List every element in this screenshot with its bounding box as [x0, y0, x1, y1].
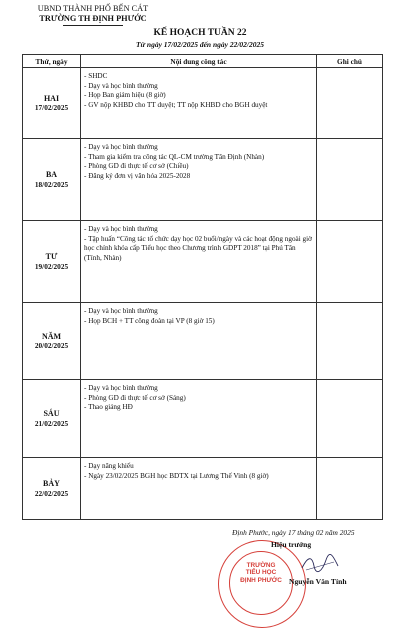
day-cell: [23, 458, 81, 520]
task-item: - Họp Ban giám hiệu (8 giờ): [84, 91, 313, 101]
task-item: - Dạy và học bình thường: [84, 225, 313, 235]
column-header-note: Ghi chú: [317, 55, 383, 68]
table-row: [23, 303, 383, 380]
table-row: [23, 68, 383, 139]
stamp-line: TIỂU HỌC: [245, 569, 277, 577]
task-item: - Dạy năng khiếu: [84, 462, 313, 472]
task-item: - Dạy và học bình thường: [84, 384, 313, 394]
task-item: - Phòng GD đi thực tế cơ sở (Chiều): [84, 162, 313, 172]
task-item: - Ngày 23/02/2025 BGH học BDTX tại Lương Thế Vinh (8 giờ): [84, 472, 313, 482]
task-item: - SHDC: [84, 72, 313, 82]
task-item: - Đăng ký đơn vị văn hóa 2025-2028: [84, 172, 313, 182]
column-header-day: Thứ, ngày: [23, 55, 81, 68]
day-name: NĂM: [41, 331, 62, 341]
table-header-row: [23, 55, 383, 68]
day-cell: [23, 221, 81, 303]
tasks-cell: [81, 458, 317, 520]
signer-role: Hiệu trưởng: [271, 540, 312, 549]
plan-date-range: Từ ngày 17/02/2025 đến ngày 22/02/2025: [135, 40, 265, 49]
day-date: 17/02/2025: [34, 103, 69, 112]
note-cell: [317, 139, 383, 221]
stamp-line: ĐỊNH PHƯỚC: [240, 576, 282, 584]
note-cell: [317, 221, 383, 303]
weekly-plan-table: [22, 54, 383, 520]
signer-name: Nguyễn Văn Tính: [289, 577, 347, 586]
day-cell: [23, 139, 81, 221]
authority-name: UBND THÀNH PHỐ BẾN CÁT: [37, 4, 149, 13]
note-cell: [317, 458, 383, 520]
task-item: - GV nộp KHBD cho TT duyệt; TT nộp KHBD cho BGH duyệt: [84, 101, 313, 111]
day-date: 18/02/2025: [34, 179, 69, 189]
handwritten-signature: [300, 552, 340, 574]
tasks-cell: [81, 221, 317, 303]
day-cell: [23, 303, 81, 380]
day-date: 19/02/2025: [34, 261, 69, 271]
table-row: [23, 380, 383, 458]
day-date: 21/02/2025: [34, 418, 69, 428]
task-item: - Họp BCH + TT công đoàn tại VP (8 giờ 15): [84, 317, 313, 327]
table-row: [23, 458, 383, 520]
tasks-cell: [81, 139, 317, 221]
plan-title: KẾ HOẠCH TUẦN 22: [153, 28, 247, 38]
stamp-text: [229, 551, 293, 615]
day-name: TƯ: [45, 252, 58, 261]
day-name: BA: [45, 170, 58, 179]
tasks-cell: [81, 303, 317, 380]
stamp-line: TRƯỜNG: [246, 562, 276, 569]
note-cell: [317, 303, 383, 380]
day-date: 20/02/2025: [34, 341, 69, 350]
task-item: - Dạy và học bình thường: [84, 307, 313, 317]
task-item: - Phòng GD đi thực tế cơ sở (Sáng): [84, 394, 313, 404]
day-cell: [23, 380, 81, 458]
note-cell: [317, 380, 383, 458]
tasks-cell: [81, 68, 317, 139]
day-name: SÁU: [43, 409, 60, 418]
task-item: - Dạy và học bình thường: [84, 82, 313, 92]
task-item: - Tập huấn “Công tác tổ chức dạy học 02 buổi/ngày và các hoạt động ngoài giờ học chính khóa cấp Tiểu học theo Chương trình GDPT 2018” tại Phú Tân (Tính, Nhàn): [84, 235, 313, 264]
column-header-content: Nội dung công tác: [81, 55, 317, 68]
task-item: - Thao giảng HĐ: [84, 403, 313, 413]
school-name: TRƯỜNG TH ĐỊNH PHƯỚC: [39, 14, 147, 23]
task-item: - Tham gia kiểm tra công tác QL-CM trường Tân Định (Nhàn): [84, 153, 313, 163]
note-cell: [317, 68, 383, 139]
table-row: [23, 221, 383, 303]
day-name: HAI: [43, 93, 60, 103]
task-item: - Dạy và học bình thường: [84, 143, 313, 153]
document-header: [18, 4, 168, 26]
table-row: [23, 139, 383, 221]
day-name: BẢY: [43, 479, 60, 488]
signature-date: Định Phước, ngày 17 tháng 02 năm 2025: [232, 528, 355, 537]
day-cell: [23, 68, 81, 139]
tasks-cell: [81, 380, 317, 458]
day-date: 22/02/2025: [34, 488, 69, 498]
header-underline: [63, 25, 123, 26]
